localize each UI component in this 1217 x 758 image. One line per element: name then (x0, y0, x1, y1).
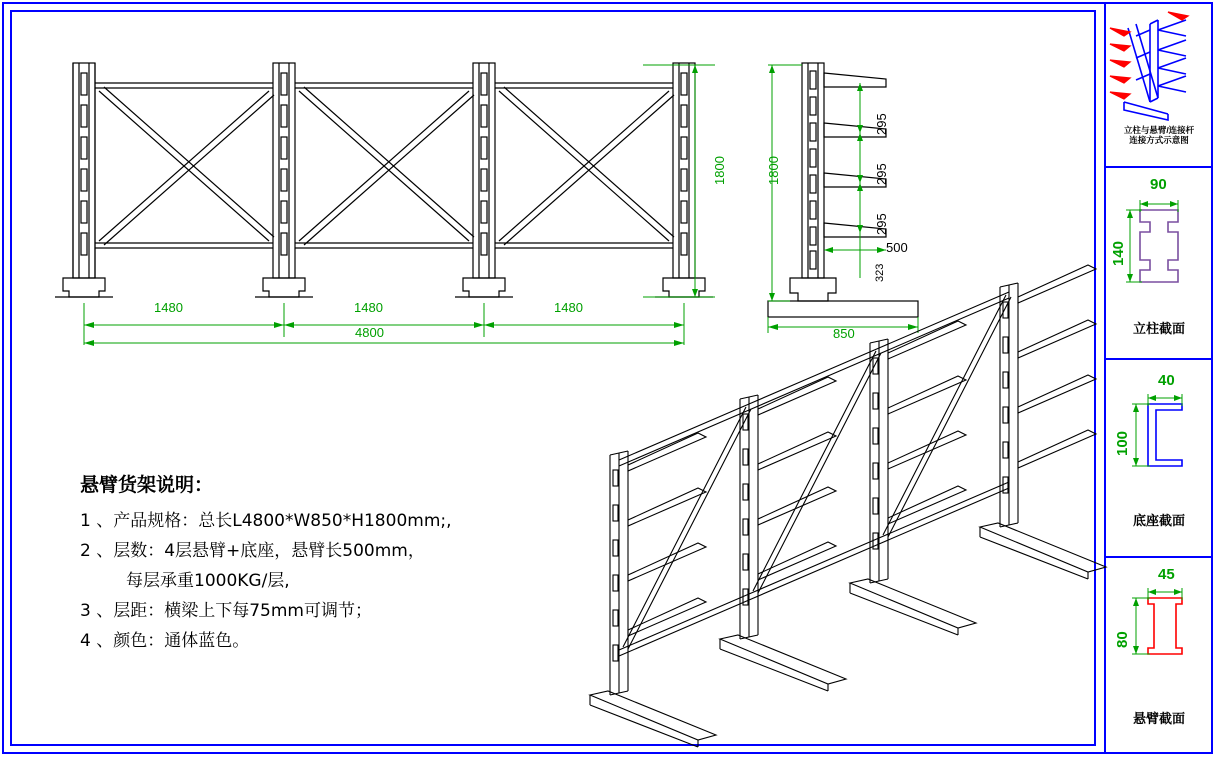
notes-title: 悬臂货架说明： (80, 474, 214, 496)
note-line-1: 1 、产品规格：总长L4800*W850*H1800mm;, (80, 511, 452, 531)
legend-base-section (1106, 364, 1212, 556)
legend-divider-1 (1104, 166, 1213, 168)
front-bay3-dim: 1480 (554, 300, 583, 315)
note-line-3: 3 、层距：横梁上下每75mm可调节； (80, 601, 372, 621)
base-section-height: 100 (1114, 430, 1131, 456)
arm-section-caption: 悬臂截面 (1132, 711, 1185, 726)
note-line-2: 2 、层数：4层悬臂+底座，悬臂长500mm， (80, 541, 425, 561)
front-total-length-dim: 4800 (355, 325, 384, 340)
side-arm-spacing-1: 295 (874, 113, 889, 135)
note-line-4: 4 、颜色：通体蓝色。 (80, 631, 250, 651)
legend-divider-2 (1104, 358, 1213, 360)
legend-divider-3 (1104, 556, 1213, 558)
base-section-caption: 底座截面 (1132, 513, 1185, 528)
side-height-dim: 1800 (766, 156, 781, 185)
legend-assembly (1106, 6, 1212, 164)
legend-assembly-caption (1106, 126, 1212, 146)
arm-section-height: 80 (1114, 631, 1131, 648)
legend-post-section (1106, 170, 1212, 356)
legend-arm-section (1106, 562, 1212, 752)
front-bay1-dim: 1480 (154, 300, 183, 315)
side-arm-spacing-3: 295 (874, 213, 889, 235)
side-base-width-dim: 850 (833, 326, 855, 341)
legend-assembly-caption-line2: 连接方式示意图 (1129, 134, 1189, 145)
front-height-dim: 1800 (712, 156, 727, 185)
post-section-caption: 立柱截面 (1132, 321, 1185, 336)
legend-assembly-caption-line1: 立柱与悬臂/连接杆 (1123, 125, 1195, 135)
base-section-width: 40 (1158, 372, 1175, 389)
notes-block (80, 470, 600, 656)
note-line-2b: 每层承重1000KG/层, (126, 571, 290, 591)
isometric-view (570, 255, 1090, 745)
side-arm-length-dim: 500 (886, 240, 908, 255)
side-arm-spacing-2: 295 (874, 163, 889, 185)
side-base-offset: 323 (874, 263, 886, 282)
front-bay2-dim: 1480 (354, 300, 383, 315)
arm-section-width: 45 (1158, 566, 1175, 583)
post-section-height: 140 (1110, 240, 1127, 266)
post-section-width: 90 (1150, 176, 1167, 193)
